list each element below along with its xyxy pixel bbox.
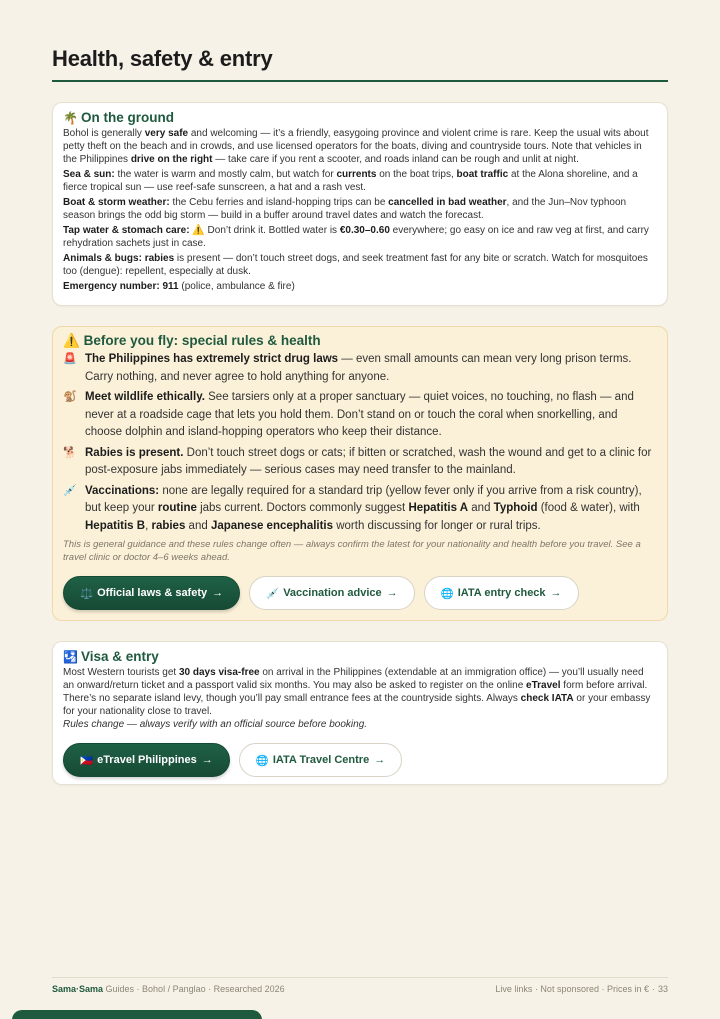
- footer-right: [495, 984, 668, 994]
- visa-entry-heading: [63, 649, 657, 665]
- text-run: none are legally required for a standard trip (yellow fever only if you arrive from a risk country), but keep your: [85, 484, 642, 514]
- bold-text: Boat & storm weather:: [63, 197, 170, 208]
- rule-text: [85, 445, 657, 480]
- arrow-right-icon: →: [374, 754, 386, 766]
- text-run: jabs current. Doctors commonly suggest: [196, 502, 409, 514]
- bold-text: check IATA: [520, 693, 574, 704]
- visa-note: Rules change — always verify with an official source before booking.: [63, 719, 368, 730]
- text-run: worth discussing for longer or rural trips.: [333, 519, 541, 532]
- bold-text: Tap water & stomach care:: [63, 225, 190, 236]
- bold-text: Vaccinations:: [85, 484, 160, 497]
- guidance-note: This is general guidance and these rules change often — always confirm the latest for your nationality and health before you travel. See a travel clinic or doctor 4–6 weeks ahead.: [63, 539, 641, 563]
- text-run: everywhere; go easy on ice and raw veg at first, and carry rehydration sachets just in case.: [63, 225, 649, 249]
- bold-text: boat traffic: [456, 169, 509, 180]
- official-laws-button[interactable]: [63, 576, 240, 610]
- rule-wildlife: [63, 389, 657, 442]
- rule-text: [85, 389, 657, 442]
- iata-entry-check-button[interactable]: [424, 576, 579, 610]
- text-run: (police, ambulance & fire): [178, 281, 295, 292]
- syringe-icon: 💉: [266, 587, 280, 600]
- footer-meta: Guides · Bohol / Panglao · Researched 2026: [103, 984, 285, 994]
- text-run: on arrival in the Philippines (extendable at an immigration office) — you’ll usually need an onward/return ticket and a passport valid six months. You may also be asked to register on the online: [63, 667, 644, 691]
- visa-entry-text: [63, 666, 657, 718]
- bold-text: Meet wildlife ethically.: [85, 391, 205, 403]
- globe-icon: 🌐: [255, 754, 269, 767]
- bold-text: The Philippines has extremely strict drug laws: [85, 353, 339, 365]
- bold-text: currents: [336, 169, 377, 180]
- brand-name: Sama·Sama: [52, 984, 104, 994]
- text-run: , and the Jun–Nov typhoon season brings the odd big storm — build in a buffer around travel dates and watch the forecast.: [63, 197, 627, 221]
- bold-text: rabies: [151, 519, 186, 532]
- etravel-button[interactable]: [63, 743, 230, 777]
- rule-vaccinations: [63, 483, 657, 536]
- bold-text: Sea & sun:: [63, 169, 115, 180]
- text-run: ⚠️ Don’t drink it. Bottled water is: [189, 225, 340, 236]
- text-run: at the Alona shoreline, and a fierce tropical sun — use reef-safe sunscreen, a hat and a rash vest.: [63, 169, 638, 193]
- page-title: Health, safety & entry: [52, 46, 668, 82]
- on-the-ground-heading: [63, 110, 657, 126]
- warning-icon: ⚠️: [63, 333, 80, 348]
- text-run: Most Western tourists get: [63, 667, 179, 678]
- text-run: ,: [145, 519, 152, 532]
- bold-text: Typhoid: [493, 502, 538, 514]
- bold-text: Hepatitis A: [408, 502, 469, 514]
- page-footer: [52, 977, 668, 994]
- text-run: — even small amounts can mean very long prison terms. Carry nothing, and never agree to hold anything for anyone.: [85, 353, 632, 383]
- ground-paragraph: [63, 127, 657, 166]
- on-the-ground-title: On the ground: [80, 110, 174, 125]
- button-label: IATA Travel Centre: [272, 754, 370, 766]
- ground-paragraph: [63, 252, 657, 278]
- siren-icon: 🚨: [63, 353, 77, 365]
- syringe-icon: 💉: [63, 484, 77, 497]
- rule-drug-laws: [63, 351, 657, 386]
- footer-notes: Live links · Not sponsored · Prices in €: [495, 984, 649, 994]
- bold-text: 30 days visa-free: [178, 667, 260, 678]
- text-run: See tarsiers only at a proper sanctuary — quiet voices, no touching, no flash — and never at a roadside cage that lets you hold them. Don’t stand on or touch the coral when snorkelling, and choose dolphin and island-hopping operators who keep their distance.: [85, 391, 634, 438]
- rule-rabies: [63, 445, 657, 480]
- text-run: (food & water), with: [537, 502, 640, 514]
- bold-text: routine: [157, 502, 197, 514]
- text-run: form before arrival. There’s no separate island levy, though you’ll pay small entrance fees at the countryside sights. Always: [63, 680, 648, 704]
- text-run: and: [468, 502, 494, 514]
- page: [52, 0, 668, 785]
- ground-paragraph: [63, 224, 657, 250]
- text-run: or your embassy for your nationality close to travel.: [63, 693, 651, 717]
- scales-icon: ⚖️: [80, 587, 94, 600]
- button-label: eTravel Philippines: [97, 754, 197, 766]
- text-run: Don’t touch street dogs or cats; if bitten or scratched, wash the wound and get to a clinic for post-exposure jabs immediately — serious cases may need transfer to the mainland.: [85, 446, 652, 476]
- monkey-icon: 🐒: [63, 391, 77, 403]
- visa-buttons: [63, 743, 657, 777]
- bottom-tab-bar[interactable]: [12, 1010, 262, 1019]
- on-the-ground-body: [63, 127, 657, 293]
- dog-icon: 🐕: [63, 446, 77, 459]
- bold-text: very safe: [144, 128, 189, 139]
- bold-text: Japanese encephalitis: [210, 519, 334, 532]
- passport-control-icon: 🛂: [63, 650, 78, 664]
- visa-entry-card: [52, 641, 668, 785]
- footer-left: [52, 984, 285, 994]
- bold-text: Emergency number: 911: [63, 281, 179, 292]
- before-you-fly-title: Before you fly: special rules & health: [83, 333, 321, 348]
- bold-text: rabies: [144, 253, 175, 264]
- text-run: the water is warm and mostly calm, but watch for: [114, 169, 337, 180]
- rule-text: [85, 483, 657, 536]
- arrow-right-icon: →: [212, 587, 224, 599]
- before-you-fly-heading: [63, 333, 657, 349]
- page-number: 33: [657, 984, 668, 994]
- bold-text: eTravel: [526, 680, 561, 691]
- before-you-fly-buttons: [63, 576, 657, 610]
- text-run: is present — don’t touch street dogs, and seek treatment fast for any bite or scratch. Watch for mosquitoes too (dengue): repellent, especially at dusk.: [63, 253, 648, 277]
- ground-paragraph: [63, 280, 657, 293]
- text-run: the Cebu ferries and island-hopping trips can be: [169, 197, 389, 208]
- text-run: and: [185, 519, 211, 532]
- bold-text: cancelled in bad weather: [388, 197, 507, 208]
- arrow-right-icon: →: [386, 587, 398, 599]
- bold-text: €0.30–0.60: [339, 225, 390, 236]
- text-run: — take care if you rent a scooter, and roads inland can be rough and unlit at night.: [212, 154, 579, 165]
- ground-paragraph: [63, 168, 657, 194]
- text-run: and welcoming — it’s a friendly, easygoing province and violent crime is rare. Keep the usual wits about petty theft on the beach and in crowds, and use licensed operators for the boats, diving and countryside tours. Note that vehicles in the Philippines: [63, 128, 649, 165]
- button-label: Official laws & safety: [97, 587, 208, 599]
- palm-tree-icon: 🌴: [63, 111, 78, 125]
- bold-text: Hepatitis B: [85, 519, 146, 532]
- before-you-fly-card: [52, 326, 668, 621]
- button-label: IATA entry check: [457, 587, 546, 599]
- bold-text: Rabies is present.: [85, 446, 184, 459]
- footer-separator: ·: [651, 984, 655, 994]
- philippines-flag-icon: 🇵🇭: [80, 754, 94, 767]
- rule-text: [85, 351, 657, 386]
- bold-text: drive on the right: [130, 154, 213, 165]
- vaccination-advice-button[interactable]: [249, 576, 415, 610]
- arrow-right-icon: →: [550, 587, 562, 599]
- bold-text: Animals & bugs:: [63, 253, 145, 264]
- globe-icon: 🌐: [440, 587, 454, 600]
- on-the-ground-card: [52, 102, 668, 306]
- text-run: Bohol is generally: [63, 128, 145, 139]
- ground-paragraph: [63, 196, 657, 222]
- visa-entry-title: Visa & entry: [80, 649, 159, 664]
- arrow-right-icon: →: [201, 754, 213, 766]
- button-label: Vaccination advice: [283, 587, 382, 599]
- text-run: on the boat trips,: [376, 169, 457, 180]
- iata-travel-centre-button[interactable]: [239, 743, 402, 777]
